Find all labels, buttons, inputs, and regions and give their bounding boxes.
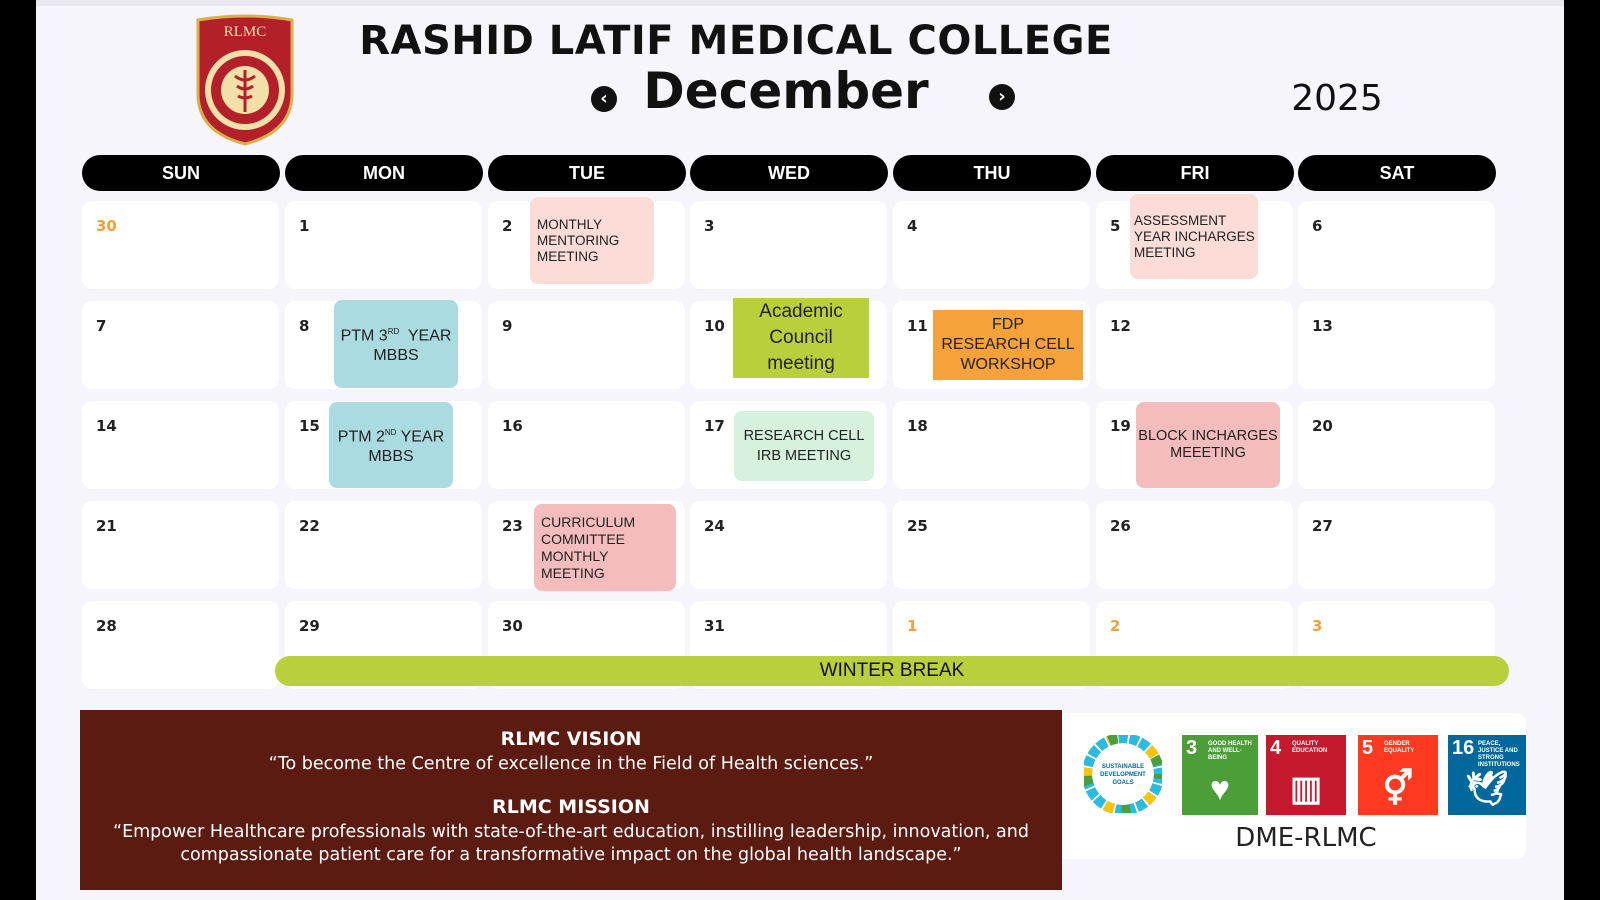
day-number: 3: [1312, 617, 1323, 635]
day-number: 23: [502, 517, 523, 535]
day-number: 30: [96, 217, 117, 235]
day-number: 7: [96, 317, 107, 335]
day-number: 3: [704, 217, 715, 235]
svg-text:DEVELOPMENT: DEVELOPMENT: [1100, 772, 1146, 778]
day-number: 25: [907, 517, 928, 535]
event-fdp-workshop[interactable]: FDP RESEARCH CELL WORKSHOP: [933, 310, 1083, 380]
gender-icon: ⚥: [1382, 770, 1414, 808]
weekday-wed: WED: [690, 155, 888, 191]
day-number: 28: [96, 617, 117, 635]
weekday-fri: FRI: [1096, 155, 1294, 191]
day-number: 18: [907, 417, 928, 435]
day-number: 5: [1110, 217, 1121, 235]
svg-text:RLMC: RLMC: [223, 24, 267, 40]
sdg-tile-16: 16 PEACE, JUSTICE AND STRONG INSTITUTIONS 🕊: [1448, 735, 1526, 815]
svg-text:SUSTAINABLE: SUSTAINABLE: [1101, 764, 1145, 770]
vision-heading: RLMC VISION: [500, 728, 642, 750]
day-number: 2: [502, 217, 513, 235]
day-number: 21: [96, 517, 117, 535]
day-number: 9: [502, 317, 513, 335]
day-cell[interactable]: [285, 501, 482, 589]
event-academic-council[interactable]: Academic Council meeting: [733, 298, 869, 378]
event-irb-meeting[interactable]: RESEARCH CELL IRB MEETING: [734, 411, 874, 481]
day-cell[interactable]: [285, 201, 482, 289]
event-monthly-mentoring[interactable]: MONTHLY MENTORING MEETING: [530, 197, 654, 284]
day-cell[interactable]: [82, 501, 279, 589]
dove-icon: 🕊: [1465, 770, 1509, 808]
day-cell[interactable]: [690, 201, 887, 289]
day-cell[interactable]: [1298, 501, 1495, 589]
day-number: 6: [1312, 217, 1323, 235]
day-number: 10: [704, 317, 725, 335]
day-number: 11: [907, 317, 928, 335]
day-number: 16: [502, 417, 523, 435]
college-logo: [190, 14, 300, 146]
day-cell[interactable]: [82, 401, 279, 489]
winter-break-banner[interactable]: WINTER BREAK: [275, 656, 1509, 686]
vision-text: “To become the Centre of excellence in the Field of Health sciences.”: [268, 754, 874, 774]
day-cell[interactable]: [893, 201, 1090, 289]
day-number: 27: [1312, 517, 1333, 535]
day-number: 26: [1110, 517, 1131, 535]
day-number: 1: [299, 217, 310, 235]
day-cell[interactable]: [893, 401, 1090, 489]
event-curriculum-committee[interactable]: CURRICULUM COMMITTEE MONTHLY MEETING: [534, 504, 676, 591]
day-number: 19: [1110, 417, 1131, 435]
weekday-tue: TUE: [488, 155, 686, 191]
vision-mission-panel: [80, 710, 1062, 890]
day-cell[interactable]: [488, 301, 685, 389]
sdg-wheel-icon: [1084, 735, 1162, 813]
day-number: 17: [704, 417, 725, 435]
event-ptm-2nd-year[interactable]: PTM 2ND YEAR MBBS: [329, 402, 453, 488]
weekday-mon: MON: [285, 155, 483, 191]
day-number: 15: [299, 417, 320, 435]
dme-rlmc-caption: DME-RLMC: [1235, 823, 1377, 853]
weekday-sun: SUN: [82, 155, 280, 191]
day-number: 4: [907, 217, 918, 235]
weekday-sat: SAT: [1298, 155, 1496, 191]
event-block-incharges[interactable]: BLOCK INCHARGES MEEETING: [1136, 402, 1280, 488]
day-cell[interactable]: [1096, 301, 1293, 389]
day-number: 20: [1312, 417, 1333, 435]
day-cell[interactable]: [690, 501, 887, 589]
mission-heading: RLMC MISSION: [492, 796, 650, 818]
book-icon: ▥: [1289, 770, 1323, 808]
top-strip: [36, 0, 1564, 6]
day-number: 24: [704, 517, 725, 535]
chevron-right-icon: ›: [998, 86, 1006, 107]
day-number: 30: [502, 617, 523, 635]
day-number: 1: [907, 617, 918, 635]
day-number: 12: [1110, 317, 1131, 335]
day-number: 2: [1110, 617, 1121, 635]
day-cell[interactable]: [82, 201, 279, 289]
day-number: 29: [299, 617, 320, 635]
sdg-tile-3: 3 GOOD HEALTH AND WELL-BEING ♥: [1182, 735, 1258, 815]
event-ptm-3rd-year[interactable]: PTM 3RD YEAR MBBS: [334, 300, 458, 388]
day-number: 8: [299, 317, 310, 335]
day-cell[interactable]: [1298, 301, 1495, 389]
day-cell[interactable]: [893, 501, 1090, 589]
day-number: 22: [299, 517, 320, 535]
next-month-button[interactable]: [989, 84, 1015, 110]
mission-text-line-2: compassionate patient care for a transformative impact on the global health landscape.”: [180, 845, 962, 865]
heartbeat-icon: ♥: [1209, 770, 1231, 808]
svg-text:GOALS: GOALS: [1112, 780, 1134, 786]
day-number: 13: [1312, 317, 1333, 335]
chevron-left-icon: ‹: [600, 88, 608, 109]
day-number: 14: [96, 417, 117, 435]
weekday-thu: THU: [893, 155, 1091, 191]
calendar-page: [36, 0, 1564, 900]
year-label: 2025: [1291, 78, 1383, 119]
sdg-tile-4: 4 QUALITY EDUCATION ▥: [1266, 735, 1346, 815]
college-name: RASHID LATIF MEDICAL COLLEGE: [359, 18, 1113, 64]
mission-text-line-1: “Empower Healthcare professionals with state-of-the-art education, instilling leadership, innovation, and: [113, 822, 1029, 842]
event-assessment-meeting[interactable]: ASSESSMENT YEAR INCHARGES MEETING: [1130, 194, 1258, 279]
day-cell[interactable]: [82, 601, 279, 689]
day-cell[interactable]: [82, 301, 279, 389]
day-cell[interactable]: [488, 401, 685, 489]
day-cell[interactable]: [1298, 401, 1495, 489]
day-number: 31: [704, 617, 725, 635]
sdg-tile-5: 5 GENDER EQUALITY ⚥: [1358, 735, 1438, 815]
day-cell[interactable]: [1096, 501, 1293, 589]
month-title: December: [643, 62, 929, 120]
sdg-panel: [1062, 713, 1526, 859]
day-cell[interactable]: [1298, 201, 1495, 289]
